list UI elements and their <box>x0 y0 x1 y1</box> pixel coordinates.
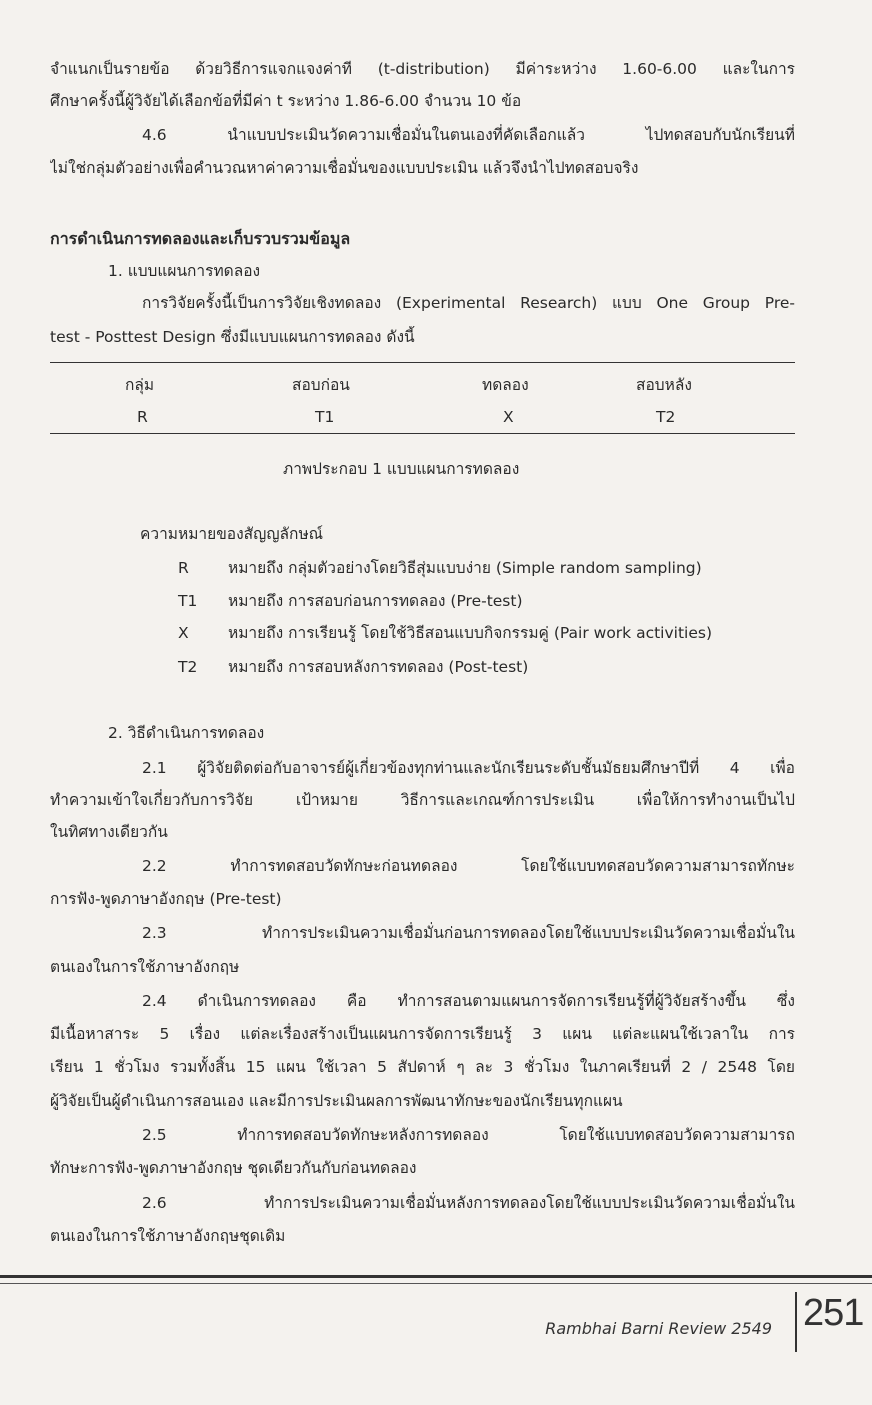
body-line: ผู้วิจัยเป็นผู้ดำเนินการสอนเอง และมีการประเมินผลการพัฒนาทักษะของนักเรียนทุกแผน <box>50 1092 623 1110</box>
legend-text: หมายถึง การสอบก่อนการทดลอง (Pre-test) <box>228 592 523 610</box>
body-line: เรียน 1 ชั่วโมง รวมทั้งสิ้น 15 แผน ใช้เวลา 5 สัปดาห์ ๆ ละ 3 ชั่วโมง ในภาคเรียนที่ 2 / 2548 โดย <box>50 1058 795 1076</box>
figure-caption: ภาพประกอบ 1 แบบแผนการทดลอง <box>283 460 520 478</box>
body-line: ไม่ใช่กลุ่มตัวอย่างเพื่อคำนวณหาค่าความเชื่อมั่นของแบบประเมิน แล้วจึงนำไปทดสอบจริง <box>50 159 639 177</box>
body-line: 2.1 ผู้วิจัยติดต่อกับอาจารย์ผู้เกี่ยวข้องทุกท่านและนักเรียนระดับชั้นมัธยมศึกษาปีที่ 4 เพื่อ <box>142 759 795 777</box>
body-line: ตนเองในการใช้ภาษาอังกฤษชุดเดิม <box>50 1227 286 1245</box>
table-header: กลุ่ม <box>125 376 155 394</box>
table-header: ทดลอง <box>482 376 529 394</box>
footer-rule <box>0 1275 872 1278</box>
footer-rule-thin <box>0 1283 872 1284</box>
table-cell: T1 <box>315 408 335 426</box>
section-heading: การดำเนินการทดลองและเก็บรวบรวมข้อมูล <box>50 229 351 248</box>
legend-symbol: R <box>178 559 189 577</box>
legend-text: หมายถึง การเรียนรู้ โดยใช้วิธีสอนแบบกิจกรรมคู่ (Pair work activities) <box>228 624 713 642</box>
body-line: 2.2 ทำการทดสอบวัดทักษะก่อนทดลอง โดยใช้แบบทดสอบวัดความสามารถทักษะ <box>142 857 795 875</box>
legend-symbol: T2 <box>178 658 198 676</box>
body-line: การวิจัยครั้งนี้เป็นการวิจัยเชิงทดลอง (Experimental Research) แบบ One Group Pre- <box>142 294 795 312</box>
subsection-title: 1. แบบแผนการทดลอง <box>108 262 261 280</box>
table-header: สอบก่อน <box>292 376 350 394</box>
body-line: 2.4 ดำเนินการทดลอง คือ ทำการสอนตามแผนการจัดการเรียนรู้ที่ผู้วิจัยสร้างขึ้น ซึ่ง <box>142 992 795 1010</box>
body-line: 2.6 ทำการประเมินความเชื่อมั่นหลังการทดลองโดยใช้แบบประเมินวัดความเชื่อมั่นใน <box>142 1194 795 1212</box>
body-line: ในทิศทางเดียวกัน <box>50 823 168 841</box>
body-line: test - Posttest Design ซึ่งมีแบบแผนการทดลอง ดังนี้ <box>50 328 415 346</box>
table-bottom-rule <box>50 433 795 434</box>
body-line: การฟัง-พูดภาษาอังกฤษ (Pre-test) <box>50 890 282 908</box>
page-number: 251 <box>803 1292 864 1334</box>
table-cell: X <box>503 408 514 426</box>
table-header: สอบหลัง <box>636 376 692 394</box>
body-line: 2.5 ทำการทดสอบวัดทักษะหลังการทดลอง โดยใช้แบบทดสอบวัดความสามารถ <box>142 1126 795 1144</box>
body-line: ทักษะการฟัง-พูดภาษาอังกฤษ ชุดเดียวกันกับก่อนทดลอง <box>50 1159 417 1177</box>
legend-text: หมายถึง กลุ่มตัวอย่างโดยวิธีสุ่มแบบง่าย (Simple random sampling) <box>228 559 702 577</box>
body-line: มีเนื้อหาสาระ 5 เรื่อง แต่ละเรื่องสร้างเป็นแผนการจัดการเรียนรู้ 3 แผน แต่ละแผนใช้เวลาใน การ <box>50 1025 795 1043</box>
body-line: 2.3 ทำการประเมินความเชื่อมั่นก่อนการทดลองโดยใช้แบบประเมินวัดความเชื่อมั่นใน <box>142 924 795 942</box>
body-line: 4.6 นำแบบประเมินวัดความเชื่อมั่นในตนเองที่คัดเลือกแล้ว ไปทดสอบกับนักเรียนที่ <box>142 126 795 144</box>
footer-divider <box>795 1292 797 1352</box>
body-line: ตนเองในการใช้ภาษาอังกฤษ <box>50 958 240 976</box>
journal-title: Rambhai Barni Review 2549 <box>545 1319 772 1338</box>
legend-symbol: X <box>178 624 189 642</box>
table-cell: R <box>137 408 148 426</box>
legend-symbol: T1 <box>178 592 198 610</box>
legend-title: ความหมายของสัญญลักษณ์ <box>140 525 324 543</box>
legend-text: หมายถึง การสอบหลังการทดลอง (Post-test) <box>228 658 529 676</box>
body-line: ทำความเข้าใจเกี่ยวกับการวิจัย เป้าหมาย วิธีการและเกณฑ์การประเมิน เพื่อให้การทำงานเป็นไป <box>50 791 795 809</box>
table-top-rule <box>50 362 795 363</box>
body-line: ศึกษาครั้งนี้ผู้วิจัยได้เลือกข้อที่มีค่า t ระหว่าง 1.86-6.00 จำนวน 10 ข้อ <box>50 92 522 110</box>
table-cell: T2 <box>656 408 676 426</box>
body-line: จำแนกเป็นรายข้อ ด้วยวิธีการแจกแจงค่าที (t-distribution) มีค่าระหว่าง 1.60-6.00 และในการ <box>50 60 795 78</box>
subsection-title: 2. วิธีดำเนินการทดลอง <box>108 724 265 742</box>
